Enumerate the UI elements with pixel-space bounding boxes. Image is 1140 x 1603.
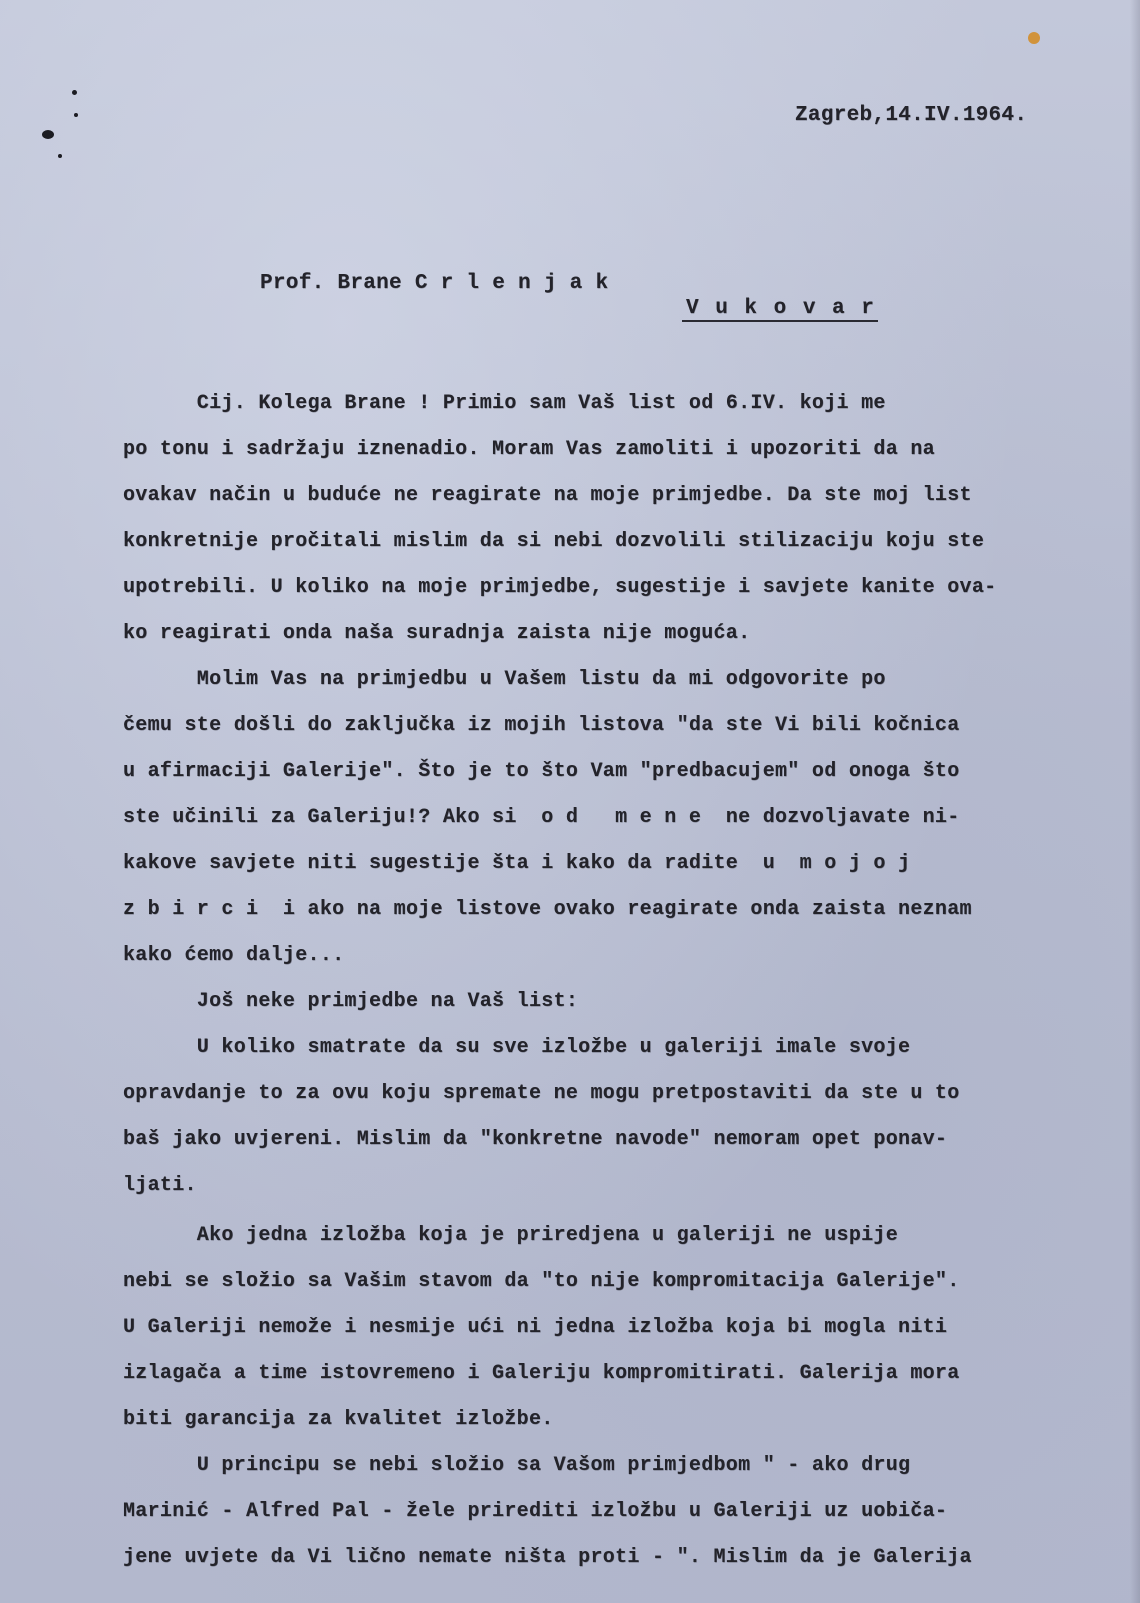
body-line: u afirmaciji Galerije". Što je to što Vam "predbacujem" od onoga što [123, 760, 960, 783]
ink-blot [42, 130, 54, 139]
body-line: Cij. Kolega Brane ! Primio sam Vaš list od 6.IV. koji me [123, 392, 886, 415]
body-line: jene uvjete da Vi lično nemate ništa proti - ". Mislim da je Galerija [123, 1546, 972, 1569]
body-line: upotrebili. U koliko na moje primjedbe, sugestije i savjete kanite ova- [123, 576, 997, 599]
orange-stain [1028, 32, 1040, 44]
recipient-name: Prof. Brane C r l e n j a k [260, 272, 609, 295]
body-line: kakove savjete niti sugestije šta i kako da radite u m o j o j [123, 852, 911, 875]
body-line: U principu se nebi složio sa Vašom primjedbom " - ako drug [123, 1454, 911, 1477]
letter-date: Zagreb,14.IV.1964. [795, 104, 1028, 127]
city-underline [682, 320, 878, 322]
body-line: U koliko smatrate da su sve izložbe u galeriji imale svoje [123, 1036, 911, 1059]
body-line: Još neke primjedbe na Vaš list: [123, 990, 579, 1013]
body-line: U Galeriji nemože i nesmije ući ni jedna izložba koja bi mogla niti [123, 1316, 948, 1339]
body-line: ko reagirati onda naša suradnja zaista nije moguća. [123, 622, 751, 645]
ink-speck [72, 90, 77, 95]
body-line: opravdanje to za ovu koju spremate ne mogu pretpostaviti da ste u to [123, 1082, 960, 1105]
body-line: izlagača a time istovremeno i Galeriju kompromitirati. Galerija mora [123, 1362, 960, 1385]
body-line: biti garancija za kvalitet izložbe. [123, 1408, 554, 1431]
body-line: z b i r c i i ako na moje listove ovako reagirate onda zaista neznam [123, 898, 972, 921]
body-line: Marinić - Alfred Pal - žele prirediti izložbu u Galeriji uz uobiča- [123, 1500, 948, 1523]
body-line: Molim Vas na primjedbu u Vašem listu da mi odgovorite po [123, 668, 886, 691]
body-line: čemu ste došli do zaključka iz mojih listova "da ste Vi bili kočnica [123, 714, 960, 737]
recipient-city: V u k o v a r [686, 297, 876, 320]
body-line: konkretnije pročitali mislim da si nebi dozvolili stilizaciju koju ste [123, 530, 985, 553]
body-line: po tonu i sadržaju iznenadio. Moram Vas zamoliti i upozoriti da na [123, 438, 935, 461]
body-line: baš jako uvjereni. Mislim da "konkretne navode" nemoram opet ponav- [123, 1128, 948, 1151]
body-line: kako ćemo dalje... [123, 944, 345, 967]
body-line: ljati. [123, 1174, 197, 1197]
page-edge-shadow [1130, 0, 1140, 1603]
body-line: ovakav način u buduće ne reagirate na moje primjedbe. Da ste moj list [123, 484, 972, 507]
body-line: nebi se složio sa Vašim stavom da "to nije kompromitacija Galerije". [123, 1270, 960, 1293]
ink-speck [58, 154, 62, 158]
body-line: Ako jedna izložba koja je priredjena u galeriji ne uspije [123, 1224, 899, 1247]
ink-speck [74, 113, 78, 117]
body-line: ste učinili za Galeriju!? Ako si o d m e n e ne dozvoljavate ni- [123, 806, 960, 829]
